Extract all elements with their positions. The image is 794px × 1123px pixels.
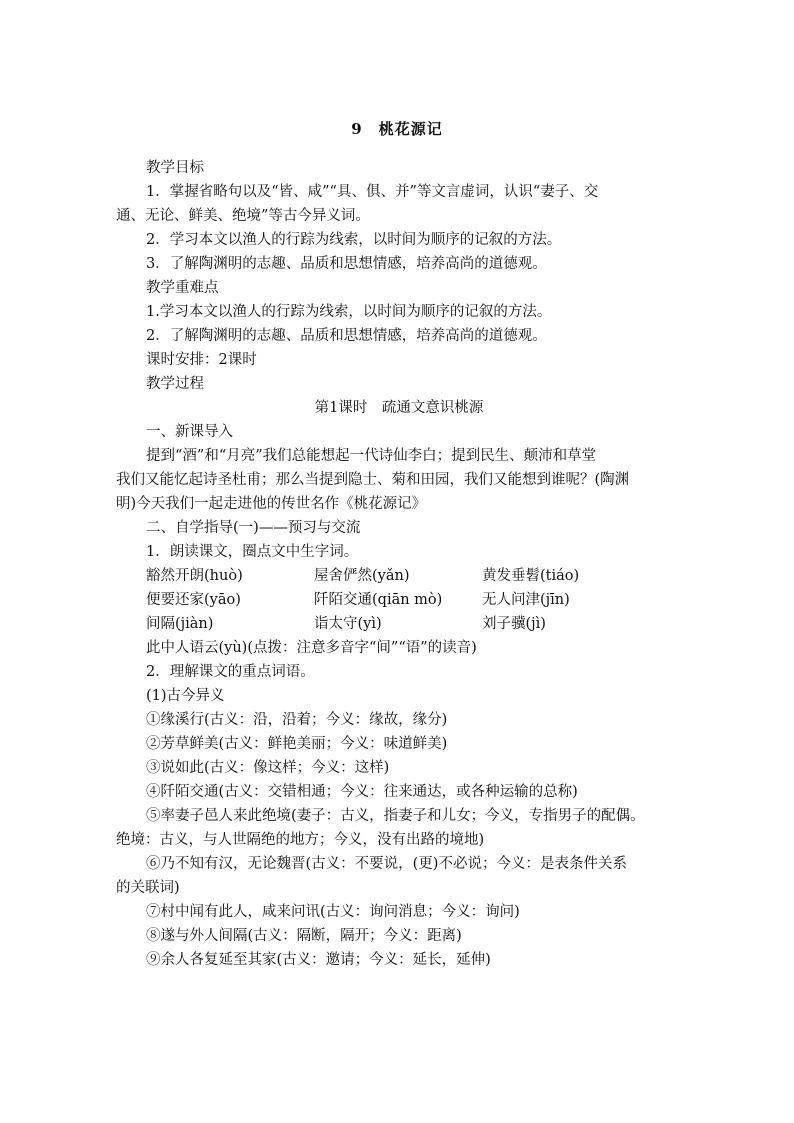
- vocab-item-2: ②芳草鲜美(古义：鲜艳美丽；今义：味道鲜美): [146, 736, 448, 752]
- read-task: 1．朗读课文，圈点文中生字词。: [146, 544, 359, 560]
- key-points-heading: 教学重难点: [146, 280, 219, 296]
- key-point-2: 2．了解陶渊明的志趣、品质和思想情感，培养高尚的道德观。: [146, 328, 547, 344]
- vocab-item-1: ①缘溪行(古义：沿，沿着；今义：缘故，缘分): [146, 712, 448, 728]
- goal-3: 3．了解陶渊明的志趣、品质和思想情感，培养高尚的道德观。: [146, 256, 547, 272]
- word-item: 无人问津(jīn): [482, 592, 570, 608]
- word-row-2: [116, 588, 682, 612]
- vocab-item-3: ③说如此(古义：像这样；今义：这样): [146, 760, 390, 776]
- key-point-1: 1.学习本文以渔人的行踪为线索，以时间为顺序的记叙的方法。: [146, 304, 552, 320]
- lesson-body: [116, 156, 682, 972]
- lesson-1-title: 第1课时 疏通文意识桃源: [314, 400, 484, 416]
- schedule: 课时安排：2课时: [146, 352, 257, 368]
- vocab-task: 2．理解课文的重点词语。: [146, 664, 315, 680]
- vocab-item-5-line-1: ⑤率妻子邑人来此绝境(妻子：古义，指妻子和儿女；今义，专指男子的配偶。: [146, 808, 645, 824]
- vocab-item-5-line-2: 绝境：古义，与人世隔绝的地方；今义，没有出路的境地): [116, 832, 485, 848]
- word-item: 诣太守(yì): [314, 616, 382, 632]
- section-2-heading: 二、自学指导(一)——预习与交流: [146, 520, 361, 536]
- vocab-item-8: ⑧遂与外人间隔(古义：隔断，隔开；今义：距离): [146, 928, 462, 944]
- word-row-1: [116, 564, 682, 588]
- word-item: 阡陌交通(qiān mò): [314, 592, 443, 608]
- goal-1-line-2: 通、无论、鲜美、绝境”等古今异义词。: [116, 208, 370, 224]
- lesson-title: 9 桃花源记: [351, 120, 443, 138]
- intro-line-2: 我们又能忆起诗圣杜甫；那么当提到隐士、菊和田园，我们又能想到谁呢？(陶渊: [116, 472, 630, 488]
- goal-1-line-1: 1．掌握省略句以及“皆、咸”“具、俱、并”等文言虚词，认识“妻子、交: [146, 184, 599, 200]
- vocab-item-7: ⑦村中闻有此人，咸来问讯(古义：询问消息；今义：询问): [146, 904, 520, 920]
- word-item: 刘子骥(jì): [482, 616, 546, 632]
- word-item: 黄发垂髫(tiáo): [482, 568, 580, 584]
- vocab-item-9: ⑨余人各复延至其家(古义：邀请；今义：延长，延伸): [146, 952, 491, 968]
- vocab-item-6-line-2: 的关联词): [116, 880, 180, 896]
- word-item: 便要还家(yāo): [146, 592, 241, 608]
- goal-2: 2．学习本文以渔人的行踪为线索，以时间为顺序的记叙的方法。: [146, 232, 562, 248]
- section-1-heading: 一、新课导入: [146, 424, 233, 440]
- word-row-3: [116, 612, 682, 636]
- vocab-item-6-line-1: ⑥乃不知有汉，无论魏晋(古义：不要说，(更)不必说；今义：是表条件关系: [146, 856, 627, 872]
- goals-heading: 教学目标: [146, 160, 204, 176]
- vocab-item-4: ④阡陌交通(古义：交错相通；今义：往来通达，或各种运输的总称): [146, 784, 578, 800]
- process-heading: 教学过程: [146, 376, 204, 392]
- word-item: 屋舍俨然(yǎn): [314, 568, 410, 584]
- word-item: 豁然开朗(huò): [146, 568, 243, 584]
- intro-line-3: 明)今天我们一起走进他的传世名作《桃花源记》: [116, 496, 427, 512]
- intro-line-1: 提到“酒”和“月亮”我们总能想起一代诗仙李白；提到民生、颠沛和草堂: [146, 448, 597, 464]
- word-item: 间隔(jiàn): [146, 616, 214, 632]
- subsection-ancient-modern: (1)古今异义: [146, 688, 225, 704]
- polyphone-note: 此中人语云(yù)(点拨：注意多音字“间”“语”的读音): [146, 640, 477, 656]
